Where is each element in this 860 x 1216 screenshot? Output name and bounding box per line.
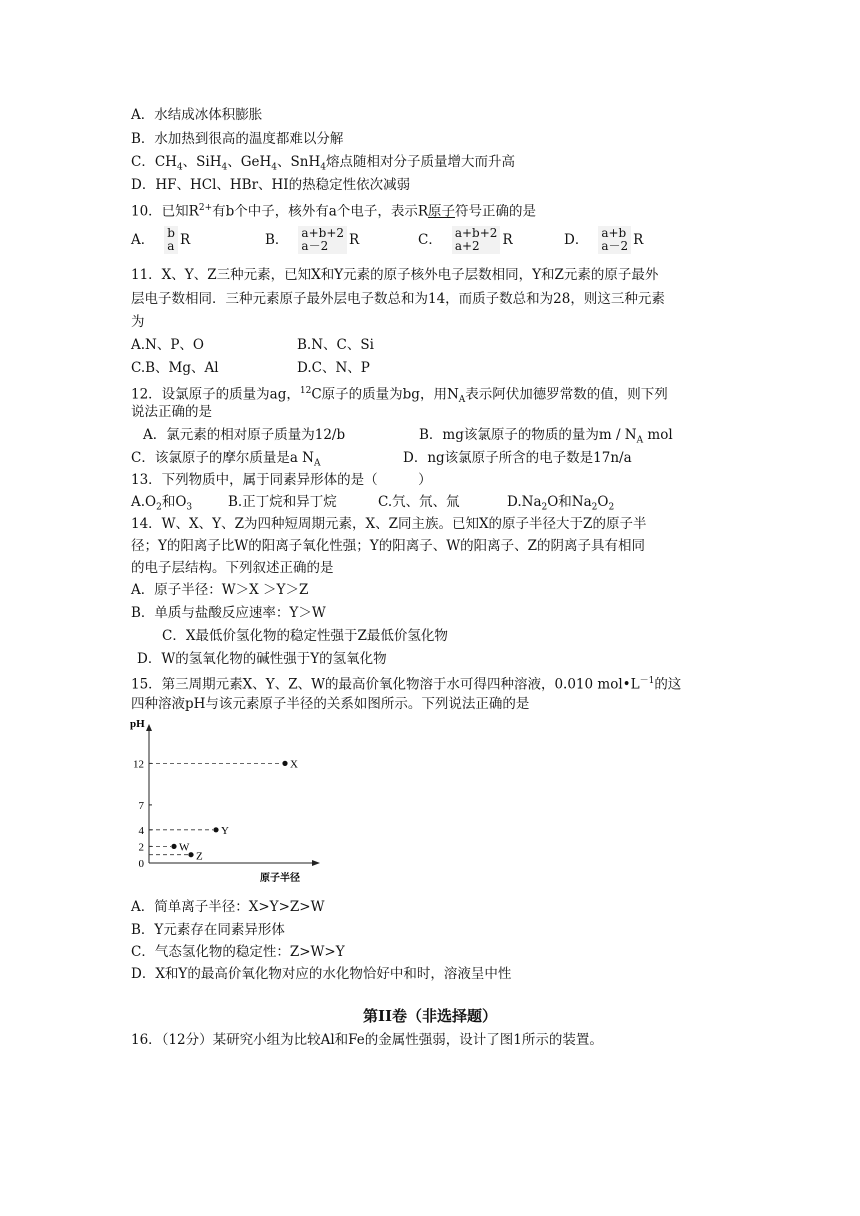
q12-stem-line-1: 12．设氯原子的质量为ag，$^{12}$C原子的质量为bg，用$N_A$表示阿伏加德罗常数的值，则下列 bbox=[131, 386, 668, 406]
q12-option-d: D．ng该氯原子所含的电子数是17n/a bbox=[403, 450, 632, 466]
q15-option-b: B．Y元素存在同素异形体 bbox=[131, 922, 285, 938]
data-label-y: Y bbox=[221, 824, 229, 837]
q12-option-b: B．mg该氯原子的物质的量为m / $N_A$ mol bbox=[419, 427, 673, 446]
q15-stem-line-2: 四种溶液pH与该元素原子半径的关系如图所示。下列说法正确的是 bbox=[131, 696, 530, 712]
y-tick-label: 0 bbox=[138, 858, 144, 870]
data-label-w: W bbox=[179, 841, 190, 854]
y-axis-label: pH bbox=[130, 718, 145, 730]
q13-option-d: $D.Na_2O$和$Na_2O_2$ bbox=[507, 494, 615, 513]
q12-option-a: A．氯元素的相对原子质量为12/b bbox=[143, 427, 346, 443]
q14-option-c: C．X最低价氢化物的稳定性强于Z最低价氢化物 bbox=[162, 628, 448, 644]
q16-stem: 16．（12分）某研究小组为比较Al和Fe的金属性强弱，设计了图1所示的装置。 bbox=[131, 1032, 603, 1048]
q14-stem-line-2: 径；Y的阳离子比W的阳离子氧化性强；Y的阳离子、W的阳离子、Z的阴离子具有相同 bbox=[131, 538, 645, 554]
data-label-x: X bbox=[290, 758, 298, 771]
q9-option-d: D．HF、HCl、HBr、HI的热稳定性依次减弱 bbox=[131, 177, 411, 193]
q15-option-c: C．气态氢化物的稳定性：Z>W>Y bbox=[131, 944, 345, 960]
q9-option-b: B．水加热到很高的温度都难以分解 bbox=[131, 131, 344, 147]
q10-option-d: D． a+b a－2 R bbox=[564, 226, 644, 253]
section-heading: 第II卷（非选择题） bbox=[362, 1007, 498, 1025]
q12-option-c: C．该氯原子的摩尔质量是a $N_A$ bbox=[131, 450, 321, 469]
q14-option-d: D．W的氢氧化物的碱性强于Y的氢氧化物 bbox=[137, 651, 387, 667]
q11-stem-line-1: 11．X、Y、Z三种元素，已知X和Y元素的原子核外电子层数相同，Y和Z元素的原子最外 bbox=[131, 267, 659, 283]
ph-radius-chart bbox=[128, 715, 328, 887]
q15-stem-line-1: 15．第三周期元素X、Y、Z、W的最高价氧化物溶于水可得四种溶液，0.010 $mol•L^{-1}$的这 bbox=[131, 676, 682, 693]
data-point-x bbox=[282, 761, 287, 766]
x-axis-label: 原子半径 bbox=[260, 873, 300, 884]
q10-option-a: A． b a R bbox=[131, 226, 191, 253]
q11-option-d: D.C、N、P bbox=[297, 360, 370, 376]
q11-option-b: B.N、C、Si bbox=[297, 337, 374, 353]
y-tick-label: 4 bbox=[138, 824, 144, 837]
q9-option-c: C．$CH_4$、SiH$_4$、GeH$_4$、SnH$_4$熔点随相对分子质量增大而升高 bbox=[131, 154, 515, 173]
x-axis-arrow bbox=[312, 860, 320, 866]
q13-stem: 13．下列物质中，属于同素异形体的是（ ） bbox=[131, 472, 432, 488]
y-tick-label: 2 bbox=[138, 841, 144, 854]
y-axis-arrow bbox=[146, 724, 152, 731]
q11-option-c: C.B、Mg、Al bbox=[131, 360, 219, 376]
q15-option-d: D．X和Y的最高价氧化物对应的水化物恰好中和时，溶液呈中性 bbox=[131, 966, 512, 982]
q15-option-a: A．简单离子半径：X>Y>Z>W bbox=[131, 899, 325, 915]
data-label-z: Z bbox=[196, 850, 203, 863]
q11-stem-line-3: 为 bbox=[131, 314, 145, 330]
q10-option-c: C． a+b+2 a+2 R bbox=[418, 226, 513, 253]
q14-stem-line-3: 的电子层结构。下列叙述正确的是 bbox=[131, 560, 334, 576]
q11-stem-line-2: 层电子数相同．三种元素原子最外层电子数总和为14，而质子数总和为28，则这三种元素 bbox=[131, 291, 665, 307]
q10-stem: 10．已知$R^{2+}$有b个中子，核外有a个电子，表示R原子符号正确的是 bbox=[131, 203, 536, 220]
q10-option-b: B． a+b+2 a－2 R bbox=[265, 226, 360, 253]
y-tick-label: 12 bbox=[133, 758, 144, 771]
q13-option-c: C.氕、氘、氚 bbox=[378, 494, 460, 510]
data-point-y bbox=[213, 827, 218, 832]
q13-option-b: B.正丁烷和异丁烷 bbox=[228, 494, 337, 510]
q14-option-a: A．原子半径：W＞X ＞Y＞Z bbox=[131, 582, 309, 598]
q12-stem-line-2: 说法正确的是 bbox=[131, 404, 212, 420]
q13-option-a: $A.O_2$和$O_3$ bbox=[131, 494, 193, 513]
data-point-w bbox=[171, 844, 176, 849]
data-point-z bbox=[188, 852, 193, 857]
q14-stem-line-1: 14．W、X、Y、Z为四种短周期元素，X、Z同主族。已知X的原子半径大于Z的原子半 bbox=[131, 516, 647, 532]
y-tick-label: 7 bbox=[138, 799, 144, 812]
q14-option-b: B．单质与盐酸反应速率：Y＞W bbox=[131, 605, 326, 621]
q11-option-a: A.N、P、O bbox=[131, 337, 205, 353]
q9-option-a: A．水结成冰体积膨胀 bbox=[131, 107, 263, 123]
